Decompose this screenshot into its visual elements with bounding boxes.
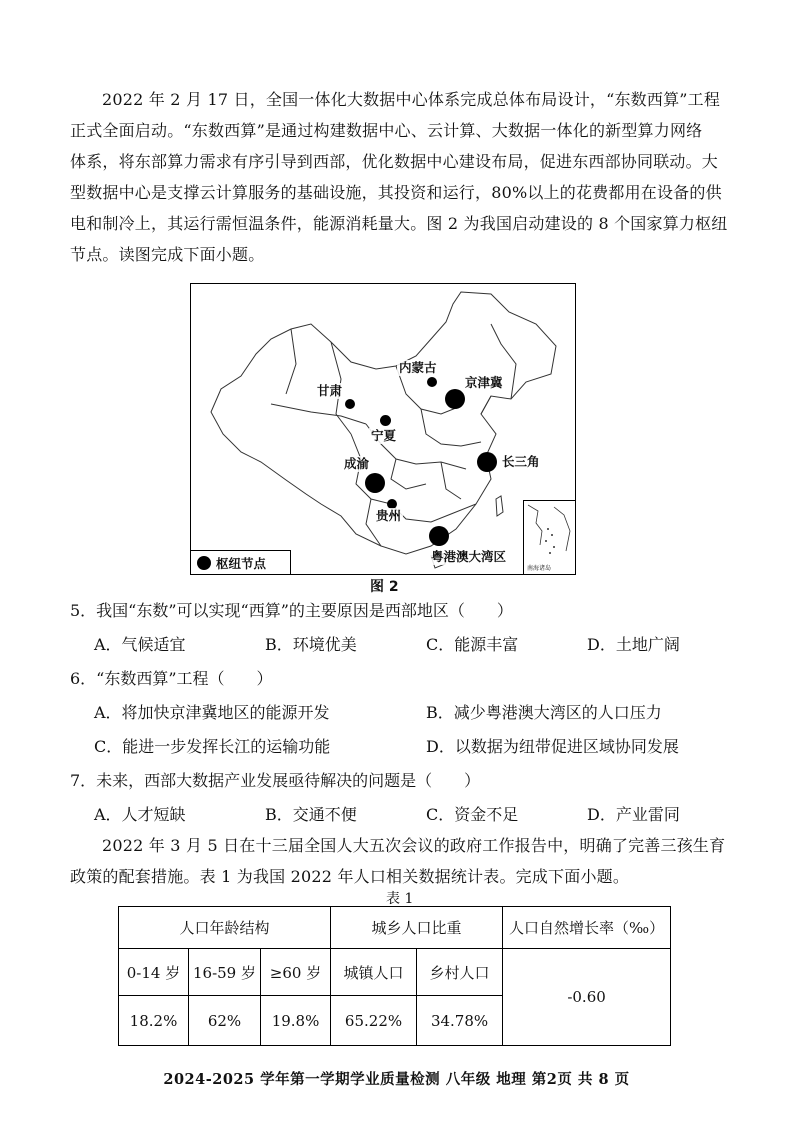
value-cell: 18.2% [119, 996, 189, 1046]
q7-option-d: D．产业雷同 [587, 805, 680, 824]
question-7-stem: 7．未来，西部大数据产业发展亟待解决的问题是（ ） [70, 771, 481, 790]
inset-islands [524, 501, 574, 561]
table-caption: 表 1 [386, 891, 414, 907]
header-growth-rate: 人口自然增长率（‰） [503, 907, 671, 949]
hub-node-chengyu [365, 473, 385, 493]
header-age-structure: 人口年龄结构 [119, 907, 331, 949]
intro-line: 体系，将东部算力需求有序引导到西部，优化数据中心建设布局，促进东西部协同联动。大 [70, 152, 719, 171]
china-map-figure [190, 283, 576, 575]
question-6-stem: 6．“东数西算”工程（ ） [70, 669, 273, 688]
q5-option-a: A．气候适宜 [94, 635, 186, 654]
map-label-neimenggu: 内蒙古 [399, 360, 437, 375]
map-legend [191, 550, 291, 574]
subheader-cell: 0-14 岁 [119, 949, 189, 996]
hub-node-yuegangao [429, 526, 449, 546]
map-label-gansu: 甘肃 [317, 383, 343, 398]
map-label-changsanjiao: 长三角 [502, 454, 540, 469]
page-footer: 2024-2025 学年第一学期学业质量检测 八年级 地理 第2页 共 8 页 [163, 1071, 630, 1088]
subheader-cell: 16-59 岁 [189, 949, 261, 996]
header-urban-rural: 城乡人口比重 [331, 907, 503, 949]
q7-option-a: A．人才短缺 [94, 805, 186, 824]
question-5-stem: 5．我国“东数”可以实现“西算”的主要原因是西部地区（ ） [70, 601, 513, 620]
legend-label: 枢纽节点 [216, 555, 267, 571]
value-cell: 62% [189, 996, 261, 1046]
hub-node-ningxia [380, 415, 391, 426]
map-label-guizhou: 贵州 [376, 508, 402, 523]
value-cell: 34.78% [417, 996, 503, 1046]
intro-paragraph [70, 84, 728, 270]
hub-node-neimenggu [427, 377, 437, 387]
intro-line: 型数据中心是支撑云计算服务的基础设施，其投资和运行，80%以上的花费都用在设备的供 [70, 183, 722, 202]
q5-option-d: D．土地广阔 [587, 635, 680, 654]
population-table [118, 906, 671, 1046]
intro2-paragraph [70, 830, 726, 892]
q7-option-b: B．交通不便 [265, 805, 357, 824]
q6-option-d: D．以数据为纽带促进区域协同发展 [426, 737, 679, 756]
intro2-line: 2022 年 3 月 5 日在十三届全国人大五次会议的政府工作报告中，明确了完善三孩生育 [102, 836, 726, 855]
intro2-line: 政策的配套措施。表 1 为我国 2022 年人口相关数据统计表。完成下面小题。 [70, 867, 630, 886]
q5-option-b: B．环境优美 [265, 635, 357, 654]
south-china-sea-inset [523, 500, 575, 574]
hub-node-jingjinji [445, 389, 465, 409]
map-label-jingjinji: 京津冀 [465, 375, 503, 390]
value-cell: 65.22% [331, 996, 417, 1046]
growth-rate-value: -0.60 [503, 949, 671, 1046]
intro-line: 电和制冷上，其运行需恒温条件，能源消耗量大。图 2 为我国启动建设的 8 个国家算力枢纽 [70, 214, 728, 233]
legend-dot-icon [197, 556, 211, 570]
subheader-cell: 城镇人口 [331, 949, 417, 996]
q6-option-a: A．将加快京津冀地区的能源开发 [94, 703, 330, 722]
value-cell: 19.8% [261, 996, 331, 1046]
map-label-chengyu: 成渝 [344, 456, 370, 471]
hub-node-gansu [345, 399, 355, 409]
map-label-yuegangao: 粤港澳大湾区 [431, 549, 507, 564]
intro-line: 正式全面启动。“东数西算”是通过构建数据中心、云计算、大数据一体化的新型算力网络 [70, 121, 703, 140]
subheader-cell: 乡村人口 [417, 949, 503, 996]
q6-option-b: B．减少粤港澳大湾区的人口压力 [426, 703, 662, 722]
figure-caption: 图 2 [370, 579, 399, 595]
intro-line: 2022 年 2 月 17 日，全国一体化大数据中心体系完成总体布局设计，“东数西算”工程 [102, 90, 721, 109]
q7-option-c: C．资金不足 [426, 805, 519, 824]
inset-label: 南海诸岛 [527, 565, 552, 572]
q6-option-c: C．能进一步发挥长江的运输功能 [94, 737, 331, 756]
map-label-ningxia: 宁夏 [371, 428, 397, 443]
subheader-cell: ≥60 岁 [261, 949, 331, 996]
hub-node-changsanjiao [477, 452, 497, 472]
q5-option-c: C．能源丰富 [426, 635, 519, 654]
intro-line: 节点。读图完成下面小题。 [70, 245, 265, 264]
